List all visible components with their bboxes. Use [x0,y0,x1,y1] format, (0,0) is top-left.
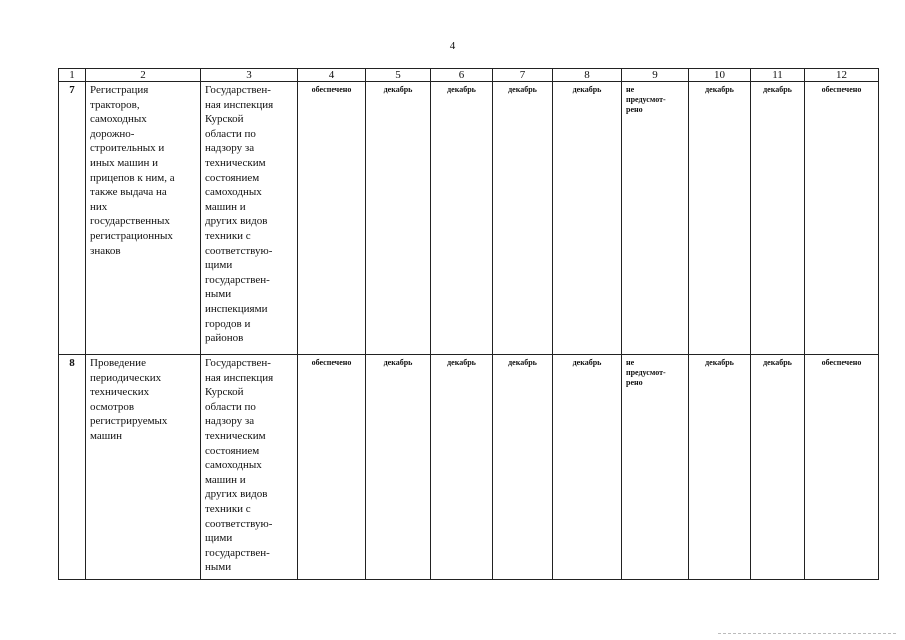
column-header: 6 [431,69,493,82]
table-cell: не предусмот- рено [622,82,689,355]
column-header: 1 [59,69,86,82]
row-number: 7 [59,82,86,355]
measure-name-cell: Регистрация тракторов, самоходных дорожно- строительных и иных машин и прицепов к ним, а также выдача на них государственных регистрационных знаков [86,82,201,355]
table-cell: декабрь [689,82,751,355]
table-cell: декабрь [751,82,805,355]
table-cell: декабрь [431,82,493,355]
table-cell: декабрь [366,355,431,580]
column-header: 10 [689,69,751,82]
row-number: 8 [59,355,86,580]
page-number: 4 [449,40,456,52]
table-cell: обеспечено [805,355,879,580]
table-cell: декабрь [366,82,431,355]
table-cell: обеспечено [298,355,366,580]
table-cell: не предусмот- рено [622,355,689,580]
table-row [59,355,879,580]
responsible-org-cell: Государствен- ная инспекция Курской области по надзору за техническим состоянием самоходных машин и других видов техники с соответствую- щими государствен- ными инспекциями городов и районов [201,82,298,355]
column-header: 3 [201,69,298,82]
table-cell: декабрь [493,355,553,580]
table-cell: декабрь [553,355,622,580]
table-cell: декабрь [431,355,493,580]
measure-name-cell: Проведение периодических технических осмотров регистрируемых машин [86,355,201,580]
column-header: 4 [298,69,366,82]
column-header: 12 [805,69,879,82]
column-header: 7 [493,69,553,82]
table-row [59,82,879,355]
table-cell: обеспечено [298,82,366,355]
table-cell: декабрь [751,355,805,580]
table-cell: декабрь [553,82,622,355]
column-header: 2 [86,69,201,82]
column-header: 8 [553,69,622,82]
table-header-row [59,69,879,82]
scan-artifact [718,633,896,634]
table-cell: обеспечено [805,82,879,355]
column-header: 5 [366,69,431,82]
responsible-org-cell: Государствен- ная инспекция Курской области по надзору за техническим состоянием самоходных машин и других видов техники с соответствую- щими государствен- ными [201,355,298,580]
table-cell: декабрь [689,355,751,580]
column-header: 11 [751,69,805,82]
column-header: 9 [622,69,689,82]
document-table [58,68,879,580]
table-cell: декабрь [493,82,553,355]
